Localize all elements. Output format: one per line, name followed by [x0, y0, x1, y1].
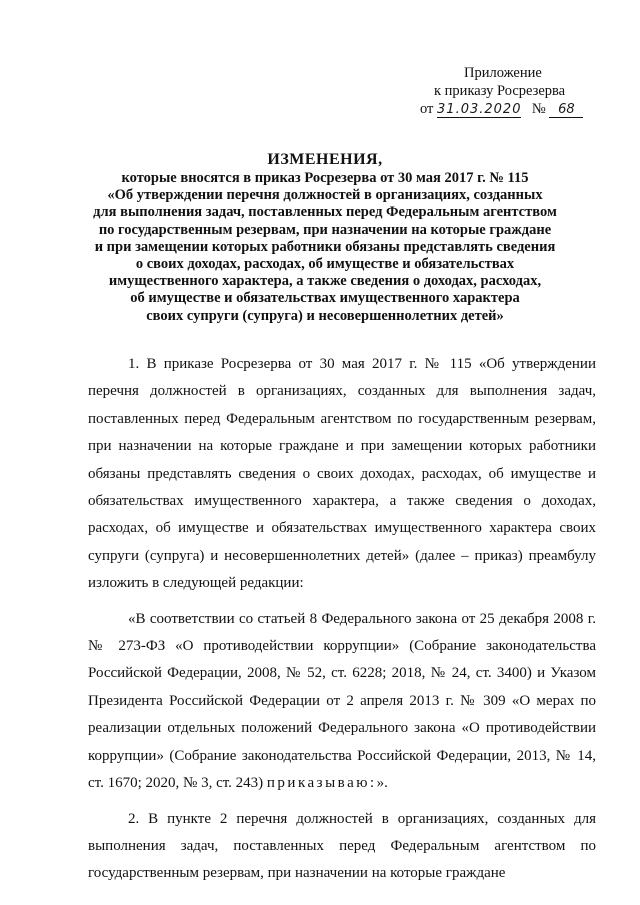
heading-line: для выполнения задач, поставленных перед Федеральным агентством: [93, 204, 557, 221]
heading-line: о своих доходах, расходах, об имуществе и обязательствах: [135, 256, 515, 273]
heading-title: ИЗМЕНЕНИЯ,: [267, 151, 383, 168]
appendix-block: [420, 64, 620, 118]
appendix-date-number: [420, 100, 620, 118]
appendix-order-ref: к приказу Росрезерва: [434, 83, 566, 99]
date-prefix: от: [420, 101, 434, 117]
number-prefix: №: [531, 101, 546, 117]
heading-line: «Об утверждении перечня должностей в организациях, созданных: [107, 187, 543, 204]
paragraph-2-text: «В соответствии со статьей 8 Федерального закона от 25 декабря 2008 г. № 273-ФЗ «О противодействии коррупции» (Собрание законодательства Российской Федерации, 2008, № 52, ст. 6228; 2018, № 24, ст. 3400) и Указом Президента Российской Федерации от 2 апреля 2013 г. № 309 «О мерах по реализации отдельных положений Федерального закона «О противодействии коррупции» (Собрание законодательства Российской Федерации, 2013, № 14, ст. 1670; 2020, № 3, ст. 243): [88, 610, 596, 792]
paragraph-3: 2. В пункте 2 перечня должностей в организациях, созданных для выполнения задач, поставленных перед Федеральным агентством по государственным резервам, при назначении на которые граждане: [88, 810, 596, 882]
document-heading: [80, 150, 570, 325]
heading-line: имущественного характера, а также сведения о доходах, расходах,: [108, 273, 542, 290]
document-body: [88, 351, 596, 896]
handwritten-date: 31.03.2020: [437, 102, 522, 117]
heading-line: и при замещении которых работники обязаны представлять сведения: [94, 238, 556, 255]
handwritten-number: 68: [549, 103, 583, 118]
appendix-title: Приложение: [464, 65, 542, 81]
heading-line: которые вносятся в приказ Росрезерва от 30 мая 2017 г. № 115: [121, 170, 529, 186]
paragraph-2-end: ».: [376, 775, 388, 792]
heading-line: об имуществе и обязательствах имущественного характера: [130, 290, 520, 307]
heading-line: по государственным резервам, при назначении на которые граждане: [98, 221, 552, 238]
heading-line: своих супруги (супруга) и несовершеннолетних детей»: [146, 307, 504, 324]
paragraph-1: 1. В приказе Росрезерва от 30 мая 2017 г. № 115 «Об утверждении перечня должностей в организациях, созданных для выполнения задач, поставленных перед Федеральным агентством по государственным резервам, при назначении на которые граждане и при замещении которых работники обязаны представлять сведения о своих доходах, расходах, об имуществе и обязательствах имущественного характера, а также сведения о доходах, расходах, об имуществе и обязательствах имущественного характера своих супруги (супруга) и несовершеннолетних детей» (далее – приказ) преамбулу изложить в следующей редакции:: [88, 356, 596, 592]
paragraph-2: [88, 606, 596, 798]
paragraph-2-command: приказываю:: [266, 775, 377, 792]
